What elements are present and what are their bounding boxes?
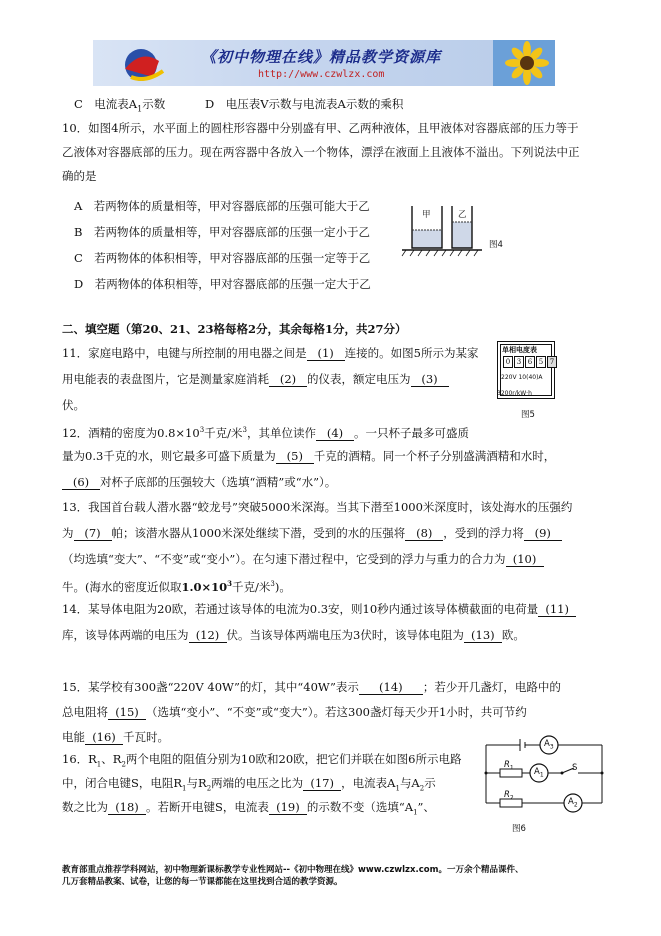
q12-line-2: 量为0.3千克的水，则它最多可盛下质量为 (5) 千克的酒精。同一个杯子分别盛满酒精和水时， [62,449,556,463]
switch-pivot-icon [561,772,564,775]
q10-option-c: C 若两物体的体积相等，甲对容器底部的压强一定等于乙 [74,251,371,265]
fig6-label-a3: $A_3$ [544,739,554,751]
blank-1[interactable]: (1) [307,347,345,361]
q14-line-1: 14．某导体电阻为20欧，若通过该导体的电流为0.3安，则10秒内通过该导体横截面的电荷量 (11) [62,602,576,617]
meter-digits [503,356,557,368]
blank-6[interactable]: (6) [62,476,100,490]
header-banner [93,40,555,86]
q10-option-a: A 若两物体的质量相等，甲对容器底部的压强可能大于乙 [74,199,370,213]
q10-option-b: B 若两物体的质量相等，甲对容器底部的压强一定小于乙 [74,225,370,239]
header-title: 《初中物理在线》精品教学资源库 [201,48,442,66]
blank-10[interactable]: (10) [506,553,544,567]
q15-line-1: 15．某学校有300盏“220V 40W”的灯，其中“40W”表示 (14) ；若少开几盏灯，电路中的 [62,680,561,694]
page-footer [62,864,622,888]
meter-digit: 6 [525,356,535,368]
blank-8[interactable]: (8) [405,527,443,541]
q10-text-3: 确的是 [62,169,97,183]
fig6-label-r2: $R_2$ [504,790,514,802]
blank-17[interactable]: (17) [303,777,341,791]
q12-line-3: (6) 对杯子底部的压强较大（选填“酒精”或“水”）。 [62,475,336,490]
fig6-label-r1: $R_1$ [504,760,514,772]
meter-title: 单相电度表 [502,346,537,354]
blank-13[interactable]: (13) [464,629,502,643]
q11-line-2: 用电能表的表盘图片，它是测量家庭消耗 (2) 的仪表，额定电压为 (3) [62,372,449,387]
blank-7[interactable]: (7) [74,527,112,541]
junction-dot [601,772,604,775]
q10-option-d: D 若两物体的体积相等，甲对容器底部的压强一定大于乙 [74,277,371,291]
q16-line-2: 中，闭合电键S，电阻$R_1$与$R_2$两端的电压之比为 (17) ，电流表$A_1$与$A_2$示 [62,776,436,793]
fig6-label-a2: $A_2$ [568,797,578,809]
q11-line-1: 11．家庭电路中，电键与所控制的用电器之间是 (1) 连接的。如图5所示为某家 [62,346,479,360]
q13-line-2: 为 (7) 帕；该潜水器从1000米深处继续下潜，受到的水的压强将 (8) ，受到的浮力将 (9) [62,526,562,541]
figure-5-label: 图5 [521,410,535,420]
q13-line-3: （均选填“变大”、“不变”或“变小”）。在匀速下潜过程中，它受到的浮力与重力的合力为 (10) [62,552,544,567]
q10-text-2: 乙液体对容器底部的压力。现在两容器中各放入一个物体，漂浮在液面上且液体不溢出。下列说法中正 [62,145,580,159]
site-logo-icon [101,43,191,83]
meter-revolutions: 3200r/kW·h [497,390,532,397]
blank-2[interactable]: (2) [269,373,307,387]
q11-line-3: 伏。 [62,398,85,412]
figure-4-jia: 甲 [422,210,431,220]
blank-5[interactable]: (5) [276,450,314,464]
meter-digit: 0 [503,356,513,368]
q9-option-d: D 电压表V示数与电流表A示数的乘积 [205,97,404,111]
q15-line-2: 总电阻将 (15) （选填“变小”、“不变”或“变大”）。若这300盏灯每天少开1小时，共可节约 [62,705,527,719]
header-url[interactable]: http://www.czwlzx.com [258,69,385,80]
blank-15[interactable]: (15) [108,706,146,720]
blank-19[interactable]: (19) [269,801,307,815]
meter-digit: 7 [547,356,557,368]
q16-line-3: 数之比为 (18) 。若断开电键S，电流表 (19) 的示数不变（选填“$A_1$”、 [62,800,435,817]
blank-11[interactable]: (11) [538,603,576,617]
figure-6-label: 图6 [512,824,526,834]
footer-line-2: 几万套精品教案、试卷，让您的每一节课都能在这里找到合适的教学资源。 [62,877,343,887]
section-2-heading: 二、填空题（第20、21、23格每格2分，其余每格1分，共27分） [62,322,407,336]
blank-12[interactable]: (12) [189,629,227,643]
meter-specs: 220V 10(40)A [501,374,543,381]
q13-line-4: 牛。(海水的密度近似取$1.0\times 10^3$千克/米$^3$)。 [62,579,291,594]
blank-18[interactable]: (18) [108,801,146,815]
fig6-label-s: S [572,763,578,773]
meter-digit: 5 [536,356,546,368]
q13-line-1: 13．我国首台载人潜水器“蛟龙号”突破5000米深海。当其下潜至1000米深度时，该处海水的压强约 [62,500,573,514]
q14-line-2: 库，该导体两端的电压为 (12) 伏。当该导体两端电压为3伏时，该导体电阻为 (13) 欧。 [62,628,525,642]
q15-line-3: 电能 (16) 千瓦时。 [62,730,169,744]
sunflower-icon [493,40,555,86]
blank-16[interactable]: (16) [85,731,123,745]
blank-4[interactable]: (4) [316,427,354,441]
fig6-label-a1: $A_1$ [534,767,544,779]
figure-4-containers [400,200,510,260]
footer-line-1: 教育部重点推荐学科网站，初中物理新课标教学专业性网站--《初中物理在线》www.czwlzx.com。一万余个精品课件、 [62,865,524,875]
figure-4-label: 图4 [489,240,503,250]
blank-3[interactable]: (3) [411,373,449,387]
q12-line-1: 12．酒精的密度为$0.8\times 10^3$千克/米$^3$，其单位读作 (4) 。一只杯子最多可盛质 [62,425,470,440]
junction-dot [485,772,488,775]
meter-digit: 3 [514,356,524,368]
blank-9[interactable]: (9) [524,527,562,541]
figure-4-yi: 乙 [458,210,467,220]
q10-text-1: 10．如图4所示，水平面上的圆柱形容器中分别盛有甲、乙两种液体，且甲液体对容器底部的压力等于 [62,121,579,135]
q9-option-c: C 电流表$A_1$示数 [74,97,166,114]
q16-line-1: 16．$R_1$、$R_2$两个电阻的阻值分别为10欧和20欧，把它们并联在如图6所示电路 [62,752,462,769]
blank-14[interactable]: (14) [359,681,423,695]
